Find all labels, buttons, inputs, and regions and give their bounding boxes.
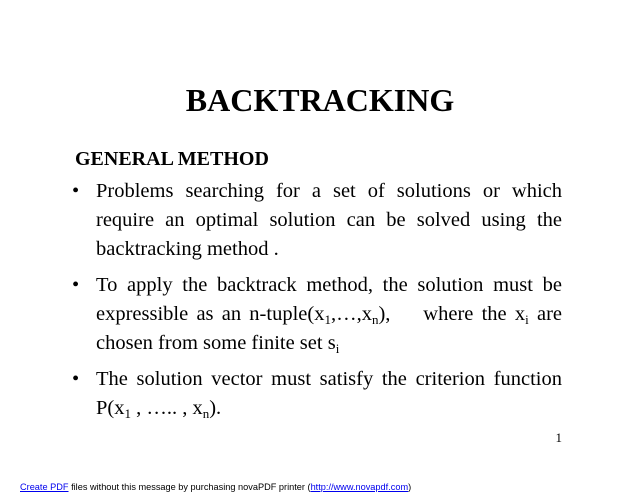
- bullet-item-2: [72, 271, 562, 358]
- bullet-icon: •: [72, 274, 80, 296]
- page-number: 1: [555, 430, 562, 445]
- subscript: 1: [324, 312, 331, 327]
- subscript: 1: [124, 406, 131, 421]
- footer-notice: [20, 482, 411, 492]
- bullet-text-part: ), where the x: [378, 303, 526, 325]
- subscript: i: [525, 312, 529, 327]
- bullet-icon: •: [72, 368, 80, 390]
- footer-text: files without this message by purchasing novaPDF printer (: [68, 482, 311, 492]
- bullet-text-part: ,…,x: [330, 303, 372, 325]
- bullet-text-part: are chosen from some finite set s: [96, 303, 562, 354]
- section-heading: GENERAL METHOD: [75, 148, 269, 170]
- bullet-text: Problems searching for a set of solutions or which require an optimal solution can be solved using the backtracking method .: [96, 180, 562, 260]
- subscript: n: [202, 406, 210, 421]
- slide-title: BACKTRACKING: [185, 82, 455, 118]
- bullet-item-1: [72, 177, 562, 264]
- bullet-text-part: ).: [209, 397, 222, 419]
- bullet-item-3: [72, 365, 562, 423]
- bullet-icon: •: [72, 180, 80, 202]
- subscript: n: [371, 312, 379, 327]
- bullet-text-part: , ….. , x: [130, 397, 203, 419]
- bullet-text-part: To apply the backtrack method, the solution must be expressible as an n-tuple(x: [96, 274, 562, 325]
- novapdf-link[interactable]: http://www.novapdf.com: [310, 482, 409, 492]
- bullet-list: [72, 177, 562, 430]
- subscript: i: [335, 341, 340, 356]
- create-pdf-link[interactable]: Create PDF: [20, 482, 69, 492]
- footer-text-end: ): [408, 482, 412, 492]
- bullet-text-part: The solution vector must satisfy the criterion function P(x: [96, 368, 562, 419]
